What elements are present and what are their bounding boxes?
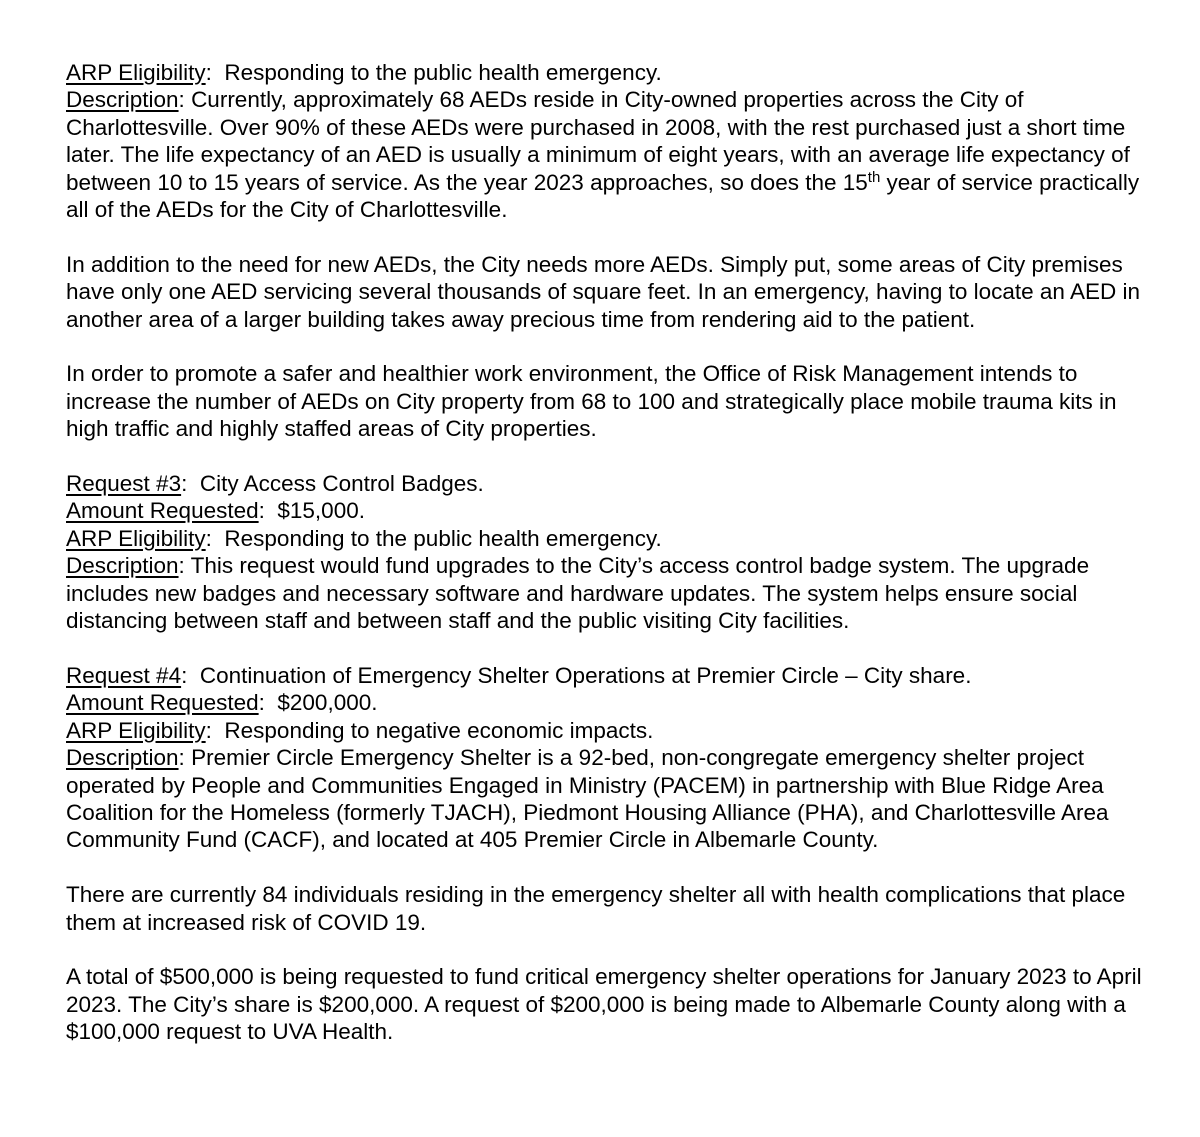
amount-requested-line: Amount Requested: $200,000. — [66, 690, 378, 716]
description-label: Description — [66, 745, 179, 771]
risk-management-paragraph: In order to promote a safer and healthier work environment, the Office of Risk Management intends to increase the number of AEDs on City property from 68 to 100 and strategically place mobile trauma kits in high traffic and highly staffed areas of City properties. — [66, 361, 1117, 442]
request-4-section — [66, 662, 1156, 854]
request-label: Request #4 — [66, 662, 182, 688]
request-2-section — [66, 59, 1156, 223]
arp-eligibility-line: ARP Eligibility: Responding to negative economic impacts. — [66, 717, 654, 743]
arp-eligibility-value: Responding to the public health emergency. — [224, 525, 662, 551]
funding-total-paragraph: A total of $500,000 is being requested to fund critical emergency shelter operations for January 2023 to April 2023. The City’s share is $200,000. A request of $200,000 is being made to Albemarle County along with a $100,000 request to UVA Health. — [66, 964, 1142, 1045]
description-paragraph: Description: Premier Circle Emergency Shelter is a 92-bed, non-congregate emergency shelter project operated by People and Communities Engaged in Ministry (PACEM) in partnership with Blue Ridge Area Coalition for the Homeless (formerly TJACH), Piedmont Housing Alliance (PHA), and Charlottesville Area Community Fund (CACF), and located at 405 Premier Circle in Albemarle County. — [66, 745, 1109, 853]
arp-eligibility-label: ARP Eligibility — [66, 525, 206, 551]
request-value: City Access Control Badges. — [199, 471, 484, 497]
aed-need-paragraph: In addition to the need for new AEDs, the City needs more AEDs. Simply put, some areas of City premises have only one AED servicing several thousands of square feet. In an emergency, having to locate an AED in another area of a larger building takes away precious time from rendering aid to the patient. — [66, 251, 1140, 332]
description-paragraph: Description: This request would fund upgrades to the City’s access control badge system. The upgrade includes new badges and necessary software and hardware updates. The system helps ensure social distancing between staff and between staff and the public visiting City facilities. — [66, 553, 1090, 634]
request-value: Continuation of Emergency Shelter Operations at Premier Circle – City share. — [199, 662, 972, 688]
arp-eligibility-value: Responding to negative economic impacts. — [224, 717, 654, 743]
arp-eligibility-label: ARP Eligibility — [66, 717, 206, 743]
description-text: This request would fund upgrades to the City’s access control badge system. The upgrade includes new badges and necessary software and hardware updates. The system helps ensure social distancing between staff and between staff and the public visiting City facilities. — [66, 553, 1090, 634]
arp-eligibility-label: ARP Eligibility — [66, 60, 206, 85]
description-label: Description — [66, 87, 179, 113]
description-text-part-1: Currently, approximately 68 AEDs reside in City-owned properties across the City of Charlottesville. Over 90% of these AEDs were purchased in 2008, with the rest purchased just a short time later. The life expectancy of an AED is usually a minimum of eight years, with an average life expectancy of between 10 to 15 years of service. As the year 2023 approaches, so does the 15 — [66, 87, 1130, 195]
arp-eligibility-line: ARP Eligibility: Responding to the public health emergency. — [66, 525, 662, 551]
request-3-section — [66, 470, 1156, 634]
amount-requested-line: Amount Requested: $15,000. — [66, 498, 365, 524]
description-text: Premier Circle Emergency Shelter is a 92-bed, non-congregate emergency shelter project operated by People and Communities Engaged in Ministry (PACEM) in partnership with Blue Ridge Area Coalition for the Homeless (formerly TJACH), Piedmont Housing Alliance (PHA), and Charlottesville Area Community Fund (CACF), and located at 405 Premier Circle in Albemarle County. — [66, 745, 1109, 853]
description-paragraph: Description: Currently, approximately 68 AEDs reside in City-owned properties across the City of Charlottesville. Over 90% of these AEDs were purchased in 2008, with the rest purchased just a short time later. The life expectancy of an AED is usually a minimum of eight years, with an average life expectancy of between 10 to 15 years of service. As the year 2023 approaches, so does the 15th year of service practically all of the AEDs for the City of Charlottesville. — [66, 87, 1140, 223]
amount-requested-label: Amount Requested — [66, 690, 259, 716]
document-page — [66, 59, 1156, 1046]
description-label: Description — [66, 553, 179, 579]
amount-requested-label: Amount Requested — [66, 498, 259, 524]
description-text-part-2: year of service practically all of the AEDs for the City of Charlottesville. — [66, 169, 1140, 223]
ordinal-superscript: th — [867, 168, 881, 186]
request-label: Request #3 — [66, 471, 182, 497]
amount-requested-value: $200,000. — [277, 690, 378, 716]
request-line: Request #4: Continuation of Emergency Shelter Operations at Premier Circle – City share. — [66, 662, 972, 688]
shelter-residents-paragraph: There are currently 84 individuals residing in the emergency shelter all with health complications that place them at increased risk of COVID 19. — [66, 882, 1126, 935]
arp-eligibility-value: Responding to the public health emergency. — [224, 60, 662, 85]
amount-requested-value: $15,000. — [277, 498, 365, 524]
arp-eligibility-line: ARP Eligibility: Responding to the public health emergency. — [66, 60, 662, 85]
request-line: Request #3: City Access Control Badges. — [66, 471, 484, 497]
